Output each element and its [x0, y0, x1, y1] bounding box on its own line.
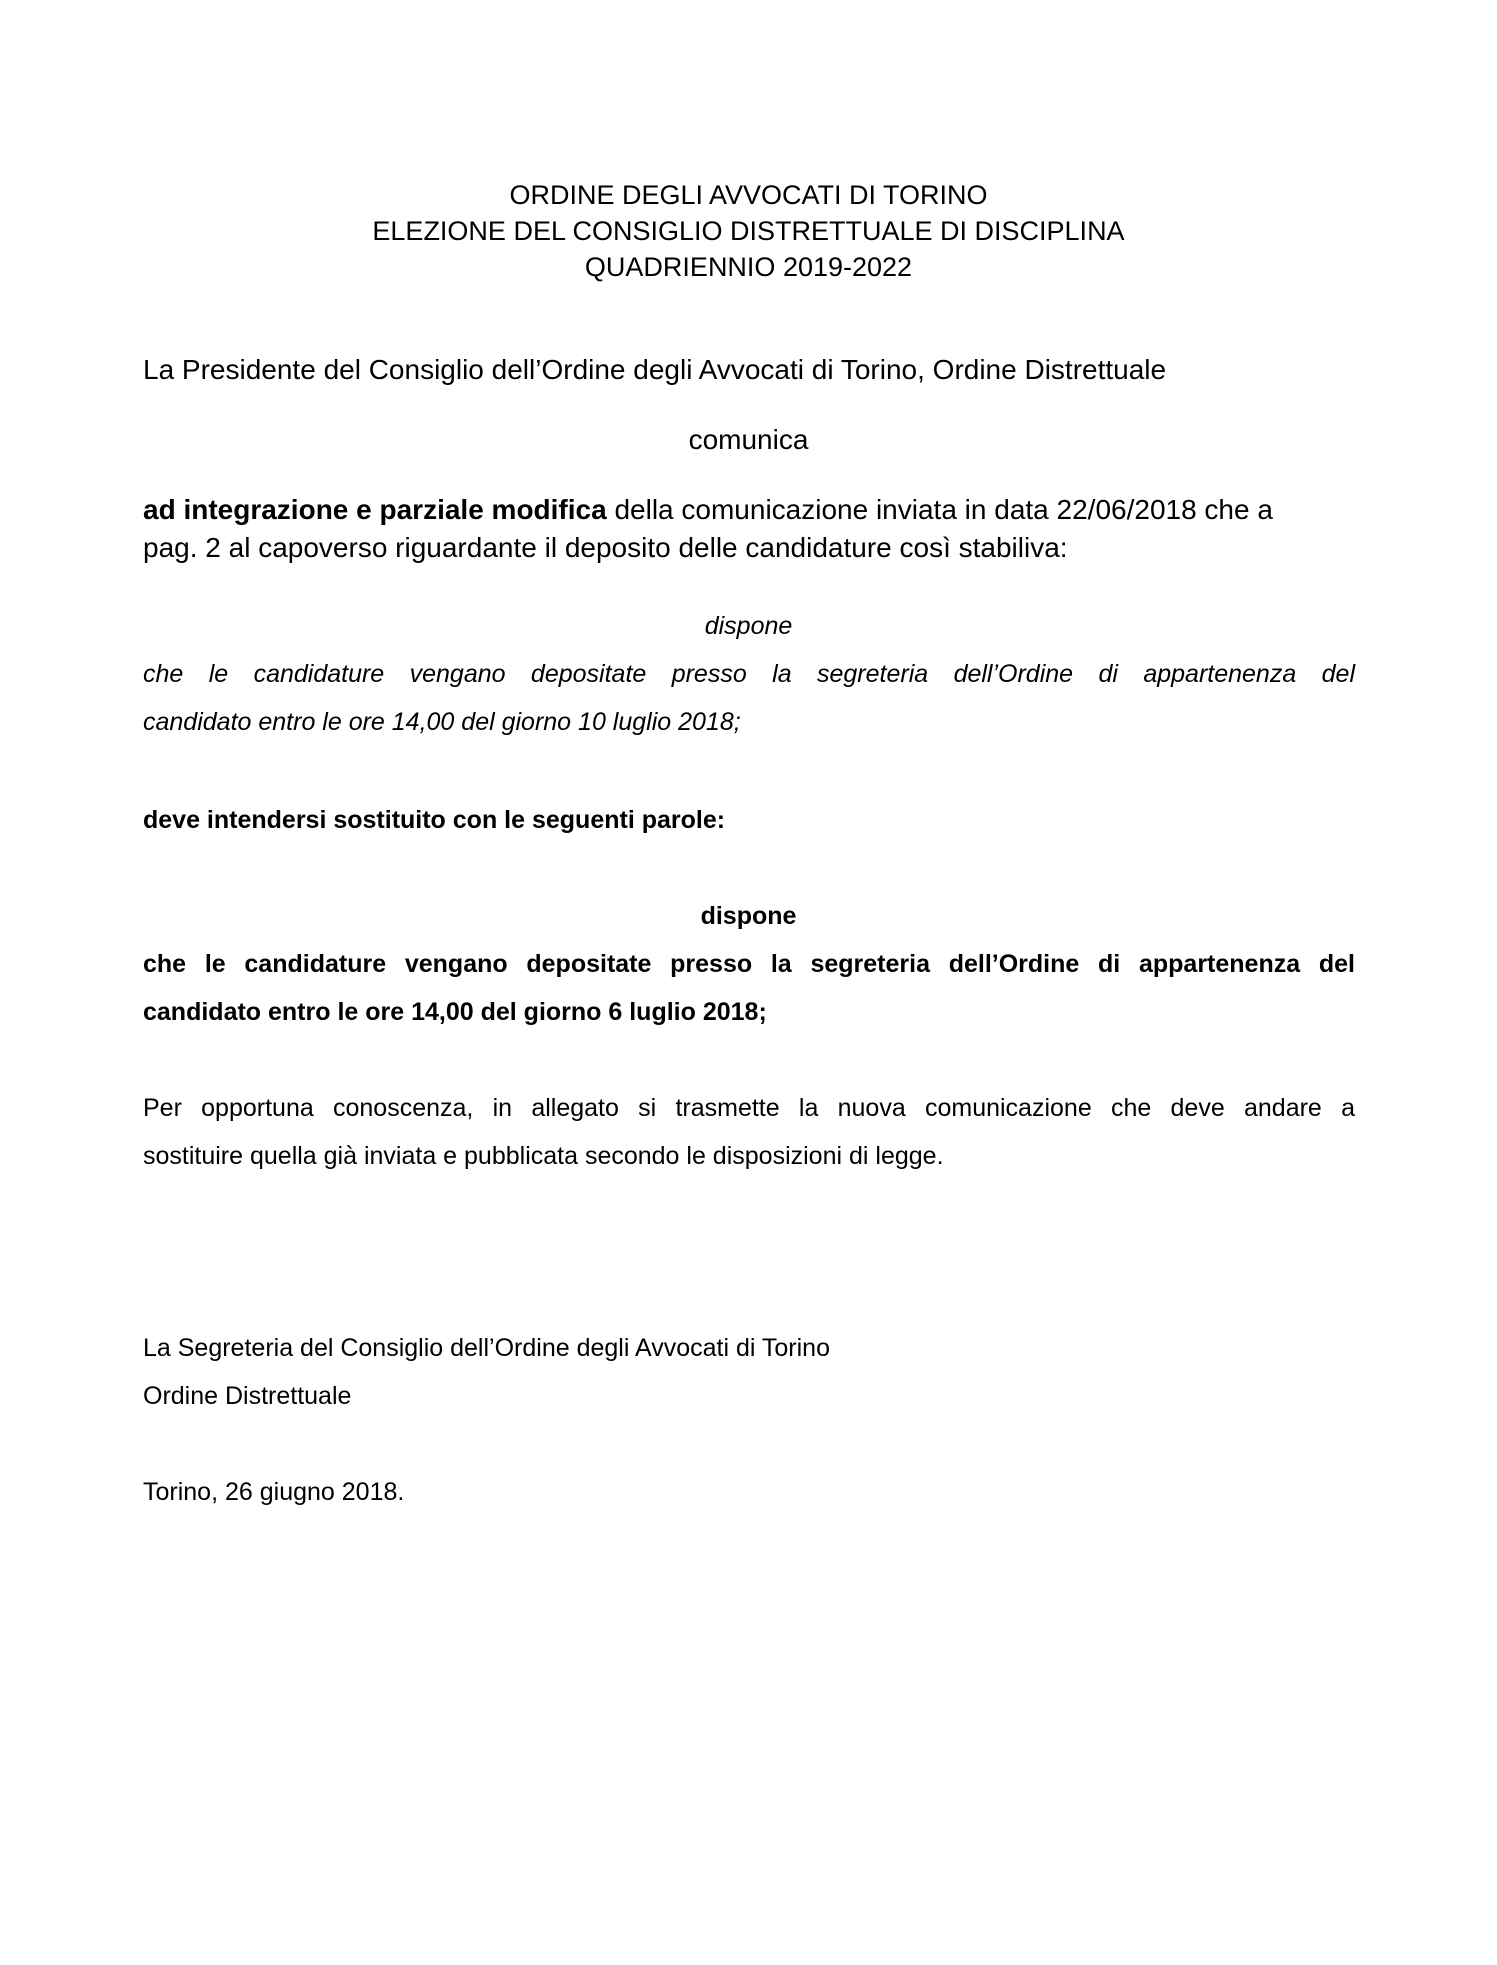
paragraph1-line-1-rest: della comunicazione inviata in data 22/06/2018 che a [606, 494, 1273, 525]
new-dispone-label: dispone [700, 902, 797, 930]
signature-line-2: Ordine Distrettuale [143, 1382, 352, 1410]
old-dispone-label: dispone [704, 612, 793, 640]
paragraph1-line-1 [143, 494, 1273, 526]
old-text-line-2: candidato entro le ore 14,00 del giorno 10 luglio 2018; [143, 708, 741, 736]
header-line-1: ORDINE DEGLI AVVOCATI DI TORINO [509, 180, 988, 210]
presidente-line: La Presidente del Consiglio dell’Ordine degli Avvocati di Torino, Ordine Distrettuale [143, 354, 1167, 385]
header-line-3: QUADRIENNIO 2019-2022 [584, 252, 913, 282]
note-line-2: sostituire quella già inviata e pubblicata secondo le disposizioni di legge. [143, 1142, 944, 1170]
old-text-line-1: che le candidature vengano depositate presso la segreteria dell’Ordine di appartenenza del [143, 660, 1355, 688]
header-line-2: ELEZIONE DEL CONSIGLIO DISTRETTUALE DI DISCIPLINA [372, 216, 1125, 246]
substitution-heading: deve intendersi sostituito con le seguenti parole: [143, 806, 726, 834]
note-line-1: Per opportuna conoscenza, in allegato si trasmette la nuova comunicazione che deve andare a [143, 1094, 1355, 1122]
paragraph1-bold-lead: ad integrazione e parziale modifica [143, 494, 607, 525]
new-text-line-2: candidato entro le ore 14,00 del giorno 6 luglio 2018; [143, 998, 767, 1026]
document-date: Torino, 26 giugno 2018. [143, 1478, 405, 1506]
comunica-label: comunica [688, 424, 809, 455]
paragraph1-line-2: pag. 2 al capoverso riguardante il deposito delle candidature così stabiliva: [143, 532, 1068, 563]
new-text-line-1: che le candidature vengano depositate presso la segreteria dell’Ordine di appartenenza del [143, 950, 1355, 978]
signature-line-1: La Segreteria del Consiglio dell’Ordine degli Avvocati di Torino [143, 1334, 830, 1362]
